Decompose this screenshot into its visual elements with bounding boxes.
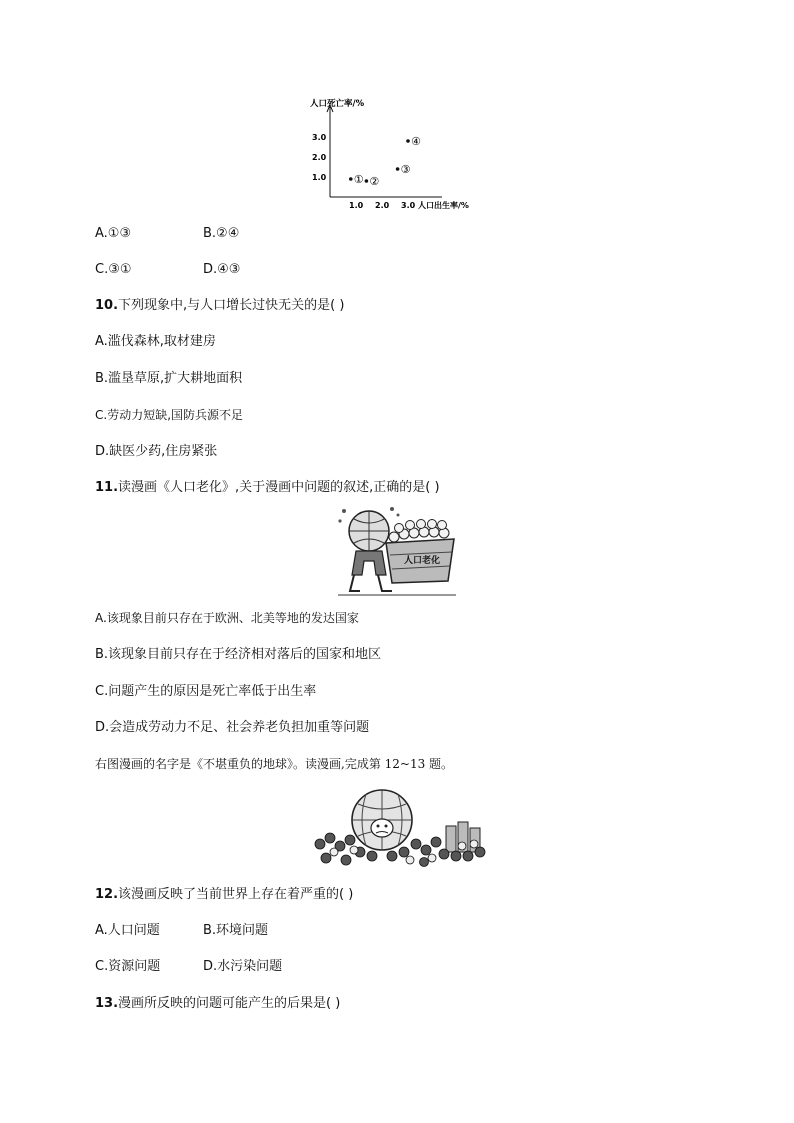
q11-option-a[interactable]: A.该现象目前只存在于欧洲、北美等地的发达国家 bbox=[95, 611, 359, 625]
cartoon-label: 人口老化 bbox=[404, 556, 441, 566]
data-point-label: ④ bbox=[411, 135, 421, 148]
q12-stem bbox=[95, 887, 353, 903]
overburdened-earth-cartoon bbox=[312, 786, 488, 868]
x-tick-label: 3.0 bbox=[401, 201, 416, 210]
data-point bbox=[349, 177, 353, 181]
y-tick-label: 1.0 bbox=[312, 173, 327, 182]
population-aging-cartoon bbox=[334, 503, 460, 599]
q10-stem bbox=[95, 298, 344, 314]
data-point-label: ② bbox=[369, 175, 380, 188]
q9-option-a[interactable]: A.①③ bbox=[95, 226, 132, 241]
q9-option-b[interactable]: B.②④ bbox=[203, 226, 240, 241]
data-point bbox=[365, 179, 369, 183]
y-tick-label: 3.0 bbox=[312, 133, 327, 142]
q10-number: 10. bbox=[95, 298, 119, 313]
q9-option-d[interactable]: D.④③ bbox=[203, 262, 241, 277]
data-point-label: ③ bbox=[400, 163, 411, 176]
q12-number: 12. bbox=[95, 887, 119, 902]
q11-number: 11. bbox=[95, 480, 119, 495]
q13-text: 漫画所反映的问题可能产生的后果是( ) bbox=[118, 996, 341, 1011]
q12-text: 该漫画反映了当前世界上存在着严重的( ) bbox=[118, 887, 354, 902]
q10-option-d[interactable]: D.缺医少药,住房紧张 bbox=[95, 444, 218, 459]
q13-stem bbox=[95, 996, 340, 1012]
q12-option-a[interactable]: A.人口问题 bbox=[95, 923, 160, 938]
x-tick-label: 1.0 bbox=[349, 201, 364, 210]
q11-option-d[interactable]: D.会造成劳动力不足、社会养老负担加重等问题 bbox=[95, 720, 370, 735]
q11-text: 读漫画《人口老化》,关于漫画中问题的叙述,正确的是( ) bbox=[118, 480, 440, 495]
intro-12-13: 右图漫画的名字是《不堪重负的地球》。读漫画,完成第 12~13 题。 bbox=[95, 757, 454, 771]
y-tick-label: 2.0 bbox=[312, 153, 327, 162]
q13-number: 13. bbox=[95, 996, 119, 1011]
birth-death-rate-chart bbox=[300, 95, 500, 213]
q10-option-c[interactable]: C.劳动力短缺,国防兵源不足 bbox=[95, 408, 244, 422]
q11-option-b[interactable]: B.该现象目前只存在于经济相对落后的国家和地区 bbox=[95, 647, 382, 662]
x-tick-label: 2.0 bbox=[375, 201, 390, 210]
data-point bbox=[396, 167, 400, 171]
q12-option-c[interactable]: C.资源问题 bbox=[95, 959, 161, 974]
data-point-label: ① bbox=[353, 173, 364, 186]
q12-option-d[interactable]: D.水污染问题 bbox=[203, 959, 283, 974]
q10-text: 下列现象中,与人口增长过快无关的是( ) bbox=[118, 298, 345, 313]
y-axis-label: 人口死亡率/% bbox=[310, 99, 365, 109]
data-point bbox=[406, 139, 410, 143]
x-axis-label: 人口出生率/% bbox=[418, 201, 469, 210]
q12-option-b[interactable]: B.环境问题 bbox=[203, 923, 269, 938]
q11-stem bbox=[95, 480, 440, 496]
q10-option-b[interactable]: B.滥垦草原,扩大耕地面积 bbox=[95, 371, 243, 386]
q11-option-c[interactable]: C.问题产生的原因是死亡率低于出生率 bbox=[95, 684, 317, 699]
q10-option-a[interactable]: A.滥伐森林,取材建房 bbox=[95, 334, 216, 349]
q9-option-c[interactable]: C.③① bbox=[95, 262, 132, 277]
